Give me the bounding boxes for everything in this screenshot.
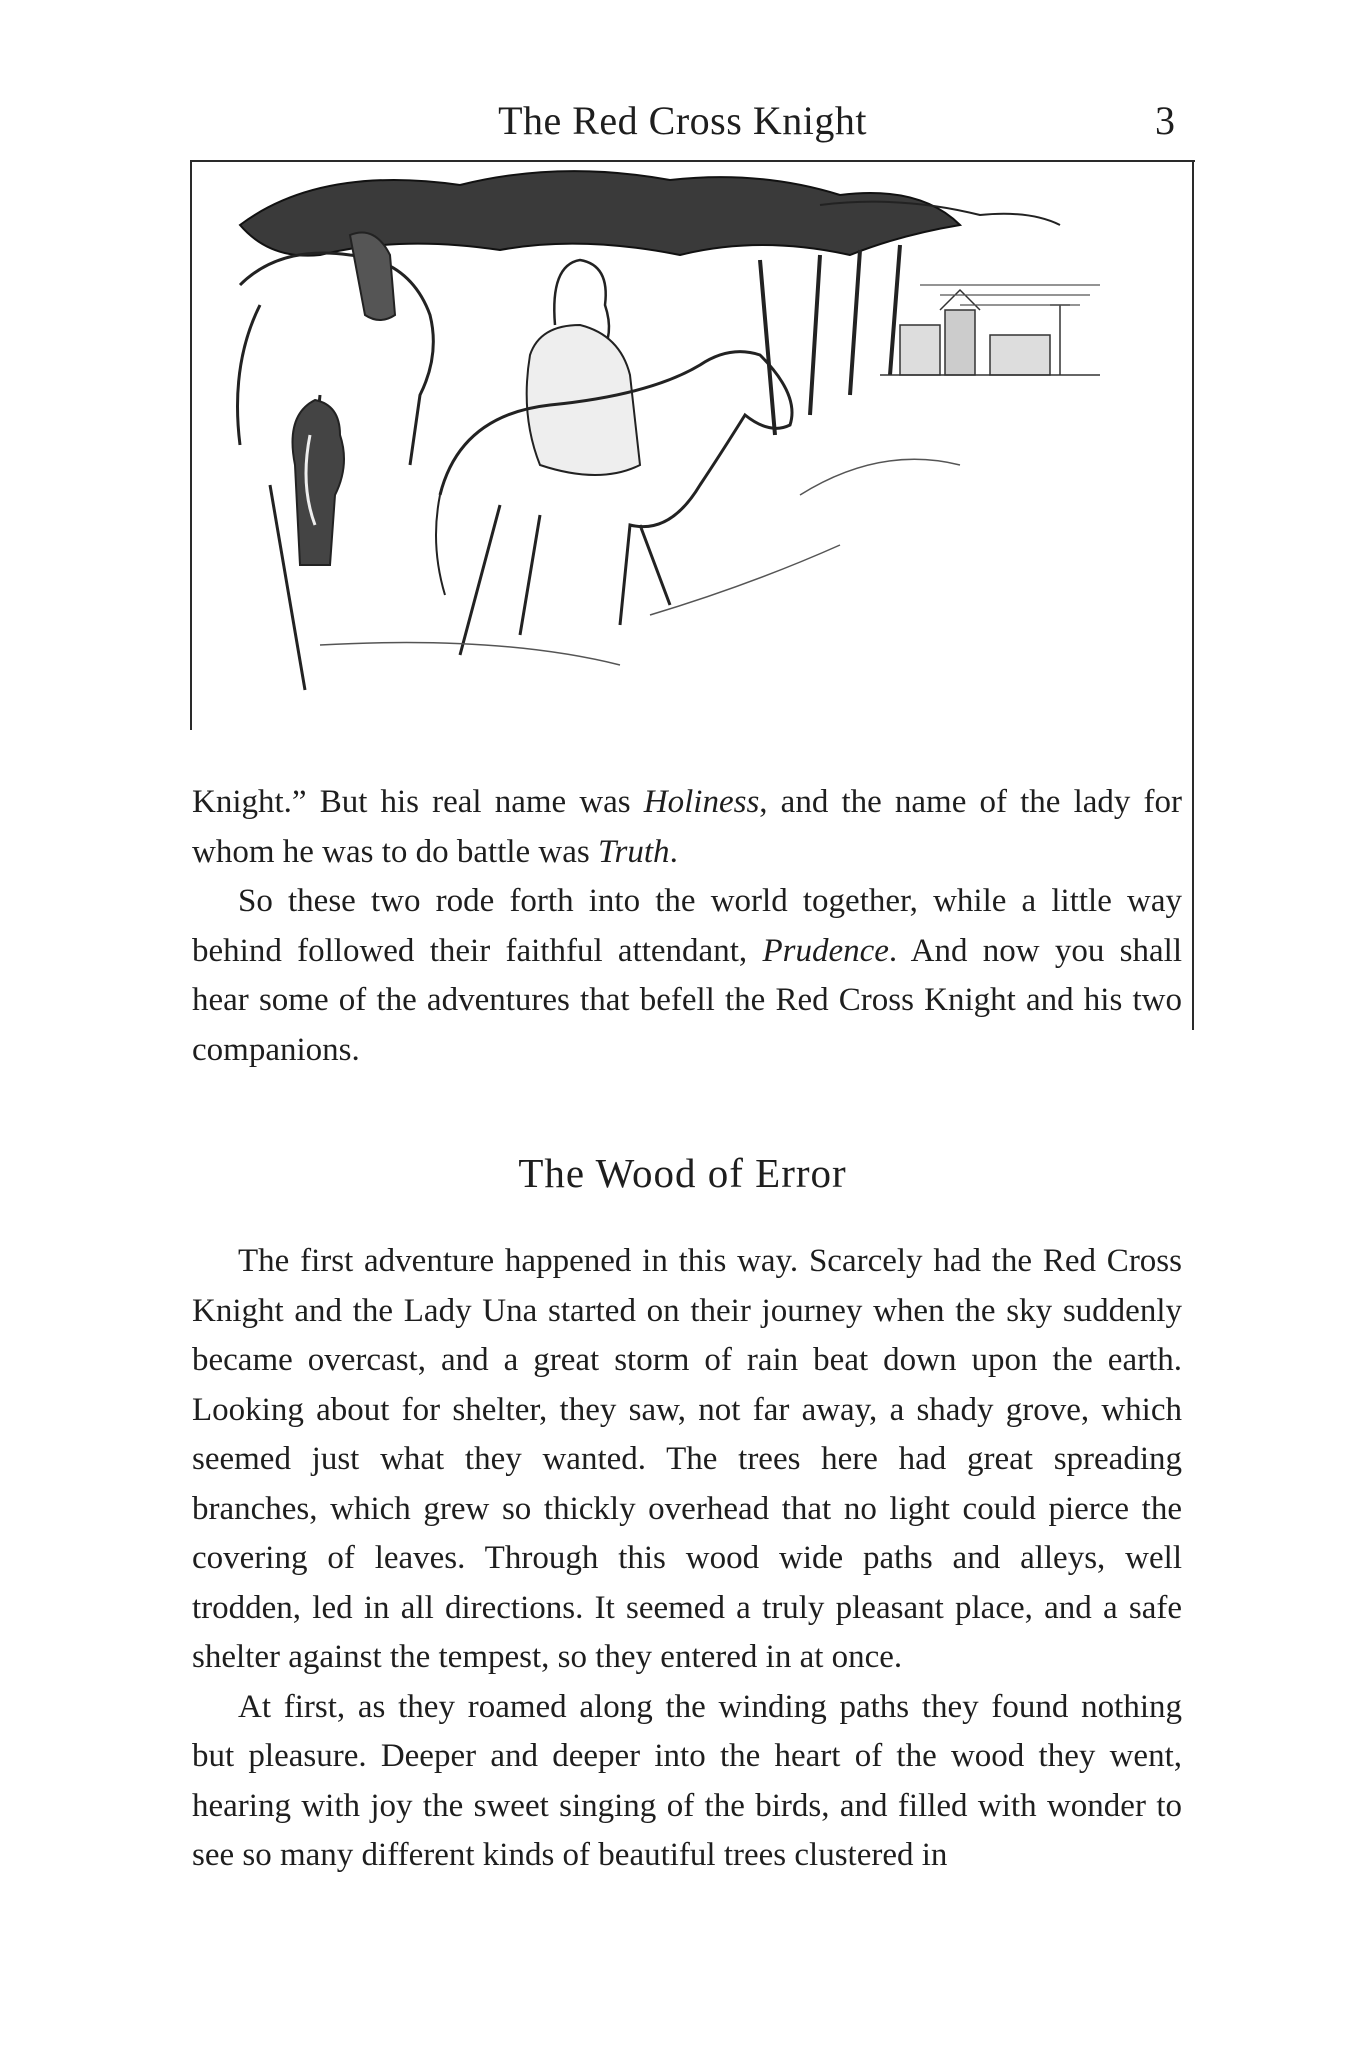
paragraph: The first adventure happened in this way. Scarcely had the Red Cross Knight and the Lady Una started on their journey when the sky suddenly became overcast, and a great storm of rain beat down upon the earth. Looking about for shelter, they saw, not far away, a shady grove, which seemed just what they wanted. The trees here had great spreading branches, which grew so thickly overhead that no light could pierce the covering of leaves. Through this wood wide paths and alleys, well trodden, led in all directions. It seemed a truly pleasant place, and a safe shelter against the tempest, so they entered in at once.	[192, 1243, 1182, 1675]
text-block-bottom	[192, 1237, 1182, 1881]
running-head	[0, 96, 1365, 146]
page-number: 3	[1155, 98, 1175, 143]
section-heading: The Wood of Error	[518, 1150, 847, 1196]
paragraph: So these two rode forth into the world together, while a little way behind followed their faithful attendant, Prudence. And now you shall hear some of the adventures that befell the Red Cross Knight and his two companions.	[192, 883, 1183, 1068]
frame-rule-top	[190, 160, 1195, 162]
frame-rule-right	[1192, 160, 1194, 1030]
running-title: The Red Cross Knight	[498, 98, 867, 143]
paragraph: At first, as they roamed along the winding paths they found nothing but pleasure. Deeper and deeper into the heart of the wood they went, hearing with joy the sweet singing of the birds, and filled with wonder to see so many different kinds of beautiful trees clustered in	[192, 1688, 1182, 1873]
frame-rule-left	[190, 160, 192, 730]
text-block-top	[192, 778, 1182, 1075]
paragraph: Knight.” But his real name was Holiness, and the name of the lady for whom he was to do battle was Truth.	[192, 784, 1182, 870]
illustration-knight-lady-dwarf	[200, 165, 1190, 710]
